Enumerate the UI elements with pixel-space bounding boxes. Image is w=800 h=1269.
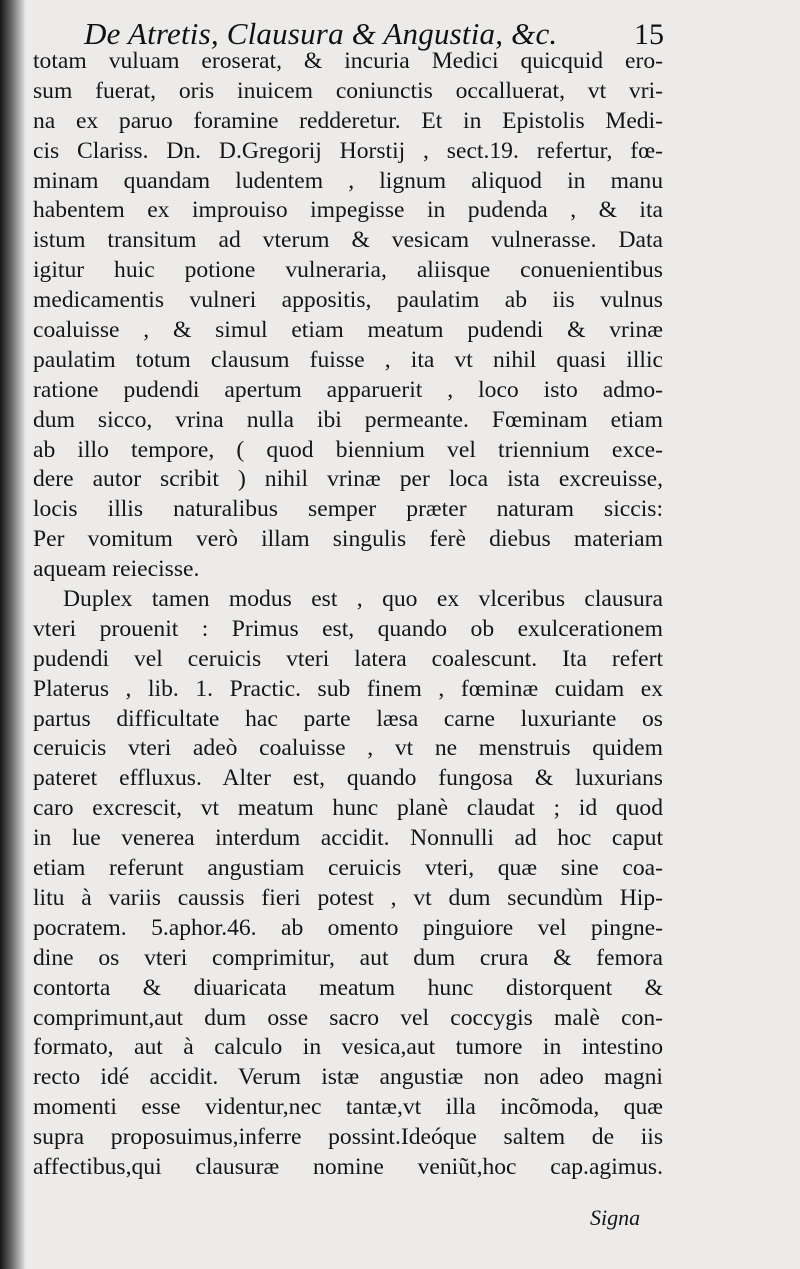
text-line: coaluisse , & simul etiam meatum pudendi & vrinæ [33, 317, 663, 344]
text-line: istum transitum ad vterum & vesicam vulnerasse. Data [33, 227, 663, 254]
page-header [84, 6, 664, 52]
text-line: dum sicco, vrina nulla ibi permeante. Fœminam etiam [33, 406, 663, 433]
binding-shadow [0, 0, 26, 1269]
text-line: na ex paruo foramine redderetur. Et in Epistolis Medi- [33, 107, 663, 134]
text-line: dine os vteri comprimitur, aut dum crura & femora [33, 944, 663, 971]
catchword: Signa [590, 1205, 641, 1230]
text-line: supra proposuimus,inferre possint.Ideóque saltem de iis [33, 1124, 663, 1151]
text-line: Duplex tamen modus est , quo ex vlceribus clausura [63, 586, 663, 613]
text-line: Platerus , lib. 1. Practic. sub finem , fœminæ cuidam ex [33, 675, 663, 702]
text-line: pudendi vel ceruicis vteri latera coalescunt. Ita refert [33, 645, 663, 672]
text-line: medicamentis vulneri appositis, paulatim ab iis vulnus [33, 287, 663, 314]
text-line: formato, aut à calculo in vesica,aut tumore in intestino [33, 1034, 663, 1061]
text-line: litu à variis caussis fieri potest , vt dum secundùm Hip- [33, 884, 663, 911]
text-line: minam quandam ludentem , lignum aliquod in manu [33, 167, 663, 194]
text-line: vteri prouenit : Primus est, quando ob exulcerationem [33, 615, 663, 642]
text-line: momenti esse videntur,nec tantæ,vt illa incõmoda, quæ [33, 1094, 663, 1121]
text-line: ratione pudendi apertum apparuerit , loco isto admo- [33, 376, 663, 403]
text-line: etiam referunt angustiam ceruicis vteri, quæ sine coa- [33, 855, 663, 882]
text-line: habentem ex improuiso impegisse in pudenda , & ita [33, 197, 663, 224]
text-line: affectibus,qui clausuræ nomine veniũt,hoc cap.agimus. [33, 1153, 663, 1180]
text-line: caro excrescit, vt meatum hunc planè claudat ; id quod [33, 795, 663, 822]
text-line: ceruicis vteri adeò coaluisse , vt ne menstruis quidem [33, 735, 663, 762]
page-number: 15 [634, 18, 664, 51]
text-line: in lue venerea interdum accidit. Nonnulli ad hoc caput [33, 825, 663, 852]
text-line: Per vomitum verò illam singulis ferè diebus materiam [33, 526, 663, 553]
text-line: ab illo tempore, ( quod biennium vel triennium exce- [33, 436, 663, 463]
text-line: totam vuluam eroserat, & incuria Medici quicquid ero- [33, 48, 663, 74]
text-line: locis illis naturalibus semper præter naturam siccis: [33, 496, 663, 523]
text-line: comprimunt,aut dum osse sacro vel coccygis malè con- [33, 1004, 663, 1031]
text-line: paulatim totum clausum fuisse , ita vt nihil quasi illic [33, 346, 663, 373]
text-line: recto idé accidit. Verum istæ angustiæ non adeo magni [33, 1064, 663, 1091]
text-line: dere autor scribit ) nihil vrinæ per loca ista excreuisse, [33, 466, 663, 493]
text-line: aqueam reiecisse. [33, 556, 200, 583]
text-line: igitur huic potione vulneraria, aliisque conuenientibus [33, 257, 663, 284]
text-line: contorta & diuaricata meatum hunc distorquent & [33, 974, 663, 1001]
running-head: De Atretis, Clausura & Angustia, &c. [84, 16, 558, 51]
body-text [33, 47, 663, 1183]
text-line: pocratem. 5.aphor.46. ab omento pinguiore vel pingne- [33, 914, 663, 941]
text-line: pateret effluxus. Alter est, quando fungosa & luxurians [33, 765, 663, 792]
text-line: partus difficultate hac parte læsa carne luxuriante os [33, 705, 663, 732]
text-line: cis Clariss. Dn. D.Gregorij Horstij , sect.19. refertur, fœ- [33, 137, 663, 164]
text-line: sum fuerat, oris inuicem coniunctis occalluerat, vt vri- [33, 77, 663, 104]
